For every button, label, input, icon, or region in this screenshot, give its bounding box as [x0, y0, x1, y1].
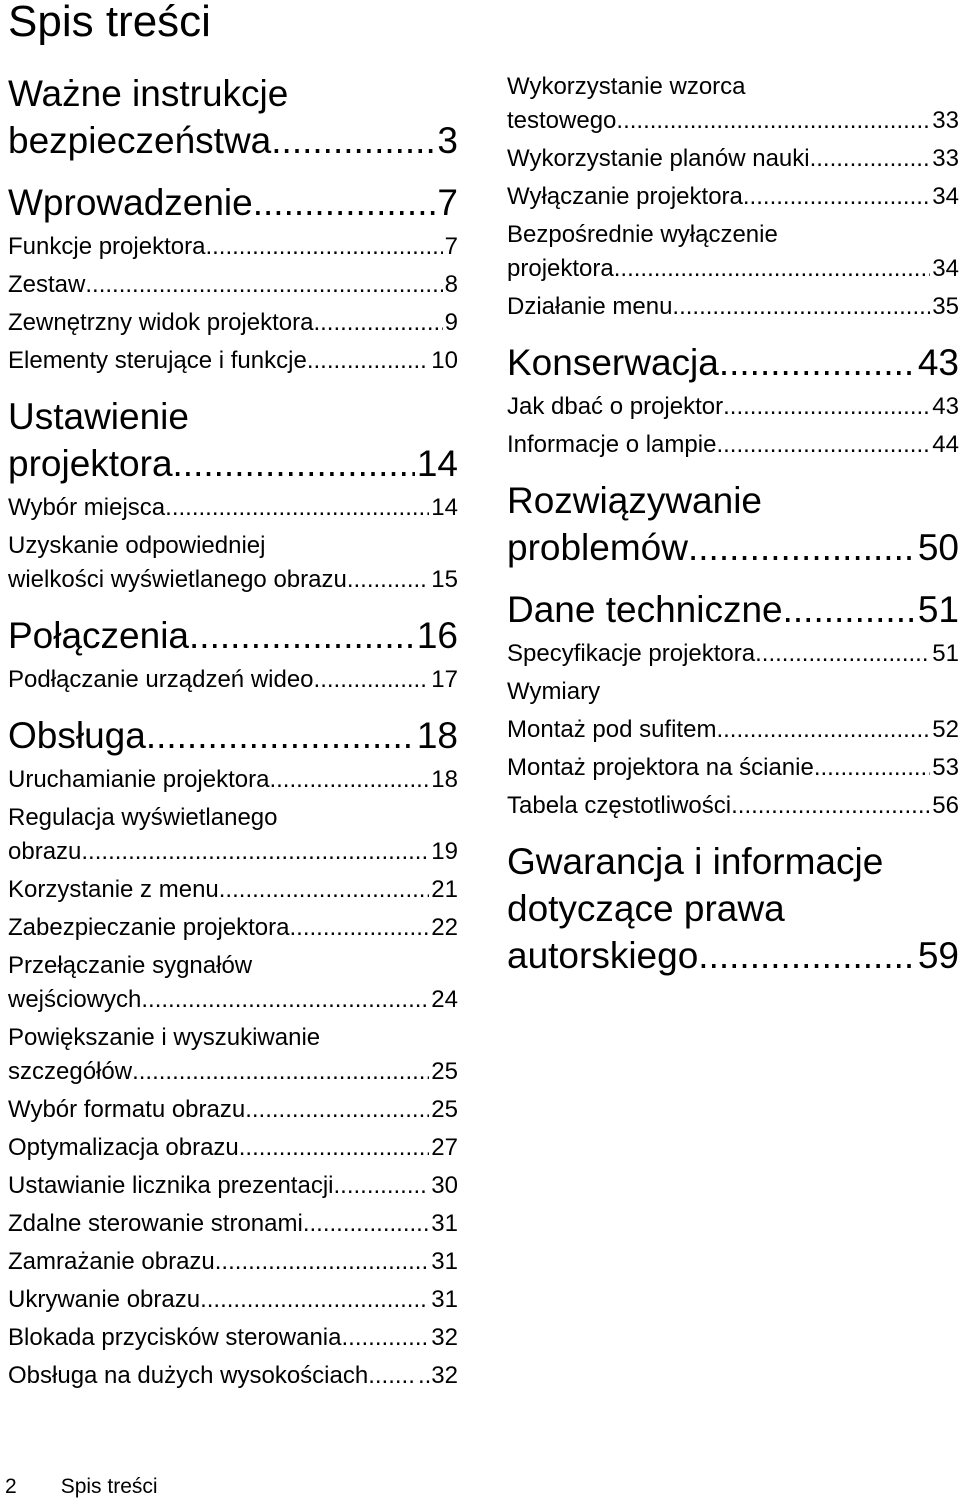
- toc-entry-line: [8, 1169, 458, 1203]
- toc-entry-title: Obsługa na dużych wysokościach: [8, 1362, 369, 1389]
- toc-entry-title: szczegółów: [8, 1058, 133, 1085]
- toc-dot-leader: [85, 268, 442, 302]
- toc-entry-line: [8, 268, 458, 302]
- toc-page-number: 56: [932, 792, 959, 819]
- toc-entry-line: [8, 763, 458, 797]
- toc-entry-line: [507, 789, 959, 823]
- toc-entry-title: projektora: [8, 443, 173, 484]
- toc-dot-leader: [165, 491, 429, 525]
- toc-subsection-entry[interactable]: [8, 1283, 458, 1317]
- toc-section-entry[interactable]: [507, 477, 959, 571]
- toc-page-number: 43: [917, 342, 959, 383]
- toc-subsection-entry[interactable]: [8, 911, 458, 945]
- toc-dot-leader: [672, 290, 930, 324]
- toc-dot-leader: [698, 932, 916, 979]
- toc-entry-line: [507, 290, 959, 324]
- toc-dot-leader: [314, 663, 430, 697]
- toc-entry-line: [8, 835, 458, 869]
- toc-dot-leader: [146, 712, 415, 759]
- toc-entry-title: Gwarancja i informacje: [507, 841, 884, 882]
- toc-subsection-entry[interactable]: [8, 801, 458, 869]
- toc-page-number: 33: [932, 145, 959, 172]
- toc-entry-title: Rozwiązywanie: [507, 480, 762, 521]
- toc-entry-title: Ustawienie: [8, 396, 189, 437]
- toc-subsection-entry[interactable]: [507, 789, 959, 823]
- toc-subsection-entry[interactable]: [8, 1359, 458, 1393]
- toc-page-number: 7: [444, 233, 458, 260]
- toc-entry-title: Jak dbać o projektor: [507, 393, 724, 420]
- toc-left-column: [8, 70, 458, 1393]
- toc-entry-title: Specyfikacje projektora: [507, 640, 756, 667]
- toc-subsection-entry[interactable]: [507, 142, 959, 176]
- toc-entry-line: [8, 873, 458, 907]
- toc-dot-leader: [688, 524, 916, 571]
- toc-page-number: 51: [917, 589, 959, 630]
- toc-subsection-entry[interactable]: [8, 1169, 458, 1203]
- toc-entry-title: Wybór formatu obrazu: [8, 1096, 246, 1123]
- toc-entry-line: [8, 1093, 458, 1127]
- toc-subsection-entry[interactable]: [507, 180, 959, 214]
- toc-subsection-entry[interactable]: [8, 873, 458, 907]
- toc-entry-line: [8, 801, 458, 835]
- toc-dot-leader: [219, 873, 430, 907]
- toc-section-entry[interactable]: [507, 339, 959, 386]
- toc-dot-leader: [814, 751, 930, 785]
- toc-entry-title: Wybór miejsca: [8, 494, 166, 521]
- toc-page-number: 59: [917, 935, 959, 976]
- toc-entry-title: Ważne instrukcje: [8, 73, 289, 114]
- toc-page-number: 3: [437, 120, 458, 161]
- toc-dot-leader: [269, 763, 429, 797]
- toc-entry-title: Zewnętrzny widok projektora: [8, 309, 314, 336]
- toc-entry-line: [8, 663, 458, 697]
- toc-entry-line: [8, 1021, 458, 1055]
- toc-entry-line: [8, 393, 458, 440]
- toc-entry-line: [507, 751, 959, 785]
- toc-subsection-entry[interactable]: [8, 949, 458, 1017]
- toc-entry-line: [8, 306, 458, 340]
- toc-entry-title: Zabezpieczanie projektora: [8, 914, 290, 941]
- toc-entry-line: [8, 949, 458, 983]
- toc-entry-title: wejściowych: [8, 986, 142, 1013]
- toc-entry-line: [507, 838, 959, 885]
- toc-page-number: 35: [932, 293, 959, 320]
- toc-entry-line: [507, 428, 959, 462]
- toc-entry-line: [507, 180, 959, 214]
- toc-subsection-entry[interactable]: [507, 713, 959, 747]
- toc-dot-leader: [368, 1359, 416, 1393]
- toc-entry-title: Montaż projektora na ścianie: [507, 754, 814, 781]
- toc-entry-line: [8, 1055, 458, 1089]
- toc-entry-line: [8, 1245, 458, 1279]
- toc-page-number: 16: [416, 615, 458, 656]
- toc-entry-title: Dane techniczne: [507, 589, 783, 630]
- toc-entry-line: [507, 252, 959, 286]
- toc-page-number: 18: [431, 766, 458, 793]
- toc-entry-title: problemów: [507, 527, 688, 568]
- toc-entry-line: [8, 1131, 458, 1165]
- toc-entry-title: dotyczące prawa: [507, 888, 785, 929]
- toc-section-entry[interactable]: [8, 70, 458, 164]
- toc-page-number: 19: [431, 838, 458, 865]
- toc-entry-title: Zestaw: [8, 271, 86, 298]
- toc-entry-title: Montaż pod sufitem: [507, 716, 717, 743]
- toc-entry-title: testowego: [507, 107, 617, 134]
- toc-page-number: 21: [431, 876, 458, 903]
- toc-entry-line: [8, 1283, 458, 1317]
- toc-dot-leader: [810, 142, 931, 176]
- toc-entry-title: Uruchamianie projektora: [8, 766, 270, 793]
- toc-subsection-entry[interactable]: [8, 344, 458, 378]
- toc-entry-title: autorskiego: [507, 935, 699, 976]
- toc-entry-title: Powiększanie i wyszukiwanie: [8, 1024, 321, 1051]
- toc-entry-line: [507, 885, 959, 932]
- toc-page-number: 22: [431, 914, 458, 941]
- toc-entry-title: Zamrażanie obrazu: [8, 1248, 215, 1275]
- toc-page-number: 50: [917, 527, 959, 568]
- toc-entry-title: projektora: [507, 255, 614, 282]
- toc-entry-line: [507, 932, 959, 979]
- footer-page-number: 2: [5, 1475, 17, 1498]
- toc-entry-title: Zdalne sterowanie stronami: [8, 1210, 303, 1237]
- toc-entry-line: [507, 339, 959, 386]
- toc-entry-line: [8, 440, 458, 487]
- toc-entry-title: Przełączanie sygnałów: [8, 952, 253, 979]
- toc-entry-title: Informacje o lampie: [507, 431, 717, 458]
- toc-page-number: 53: [932, 754, 959, 781]
- toc-page-number: 43: [932, 393, 959, 420]
- toc-entry-line: [8, 70, 458, 117]
- toc-subsection-entry[interactable]: [507, 70, 959, 138]
- toc-dot-leader: [271, 117, 435, 164]
- toc-dot-leader: [205, 230, 442, 264]
- toc-page-number: 9: [444, 309, 458, 336]
- toc-dot-leader: [341, 1321, 429, 1355]
- toc-subsection-entry[interactable]: [507, 675, 959, 709]
- toc-page-number: 14: [416, 443, 458, 484]
- toc-entry-title: Wprowadzenie: [8, 182, 253, 223]
- toc-dot-leader: [723, 390, 930, 424]
- toc-subsection-entry[interactable]: [8, 1321, 458, 1355]
- toc-entry-title: Połączenia: [8, 615, 190, 656]
- toc-subsection-entry[interactable]: [8, 663, 458, 697]
- toc-subsection-entry[interactable]: [8, 230, 458, 264]
- toc-entry-line: [507, 477, 959, 524]
- toc-section-entry[interactable]: [8, 612, 458, 659]
- footer-section-title: Spis treści: [60, 1475, 158, 1498]
- toc-dot-leader: [755, 637, 930, 671]
- toc-dot-leader: [200, 1283, 429, 1317]
- toc-dot-leader: [743, 180, 930, 214]
- toc-page-number: 14: [431, 494, 458, 521]
- toc-entry-line: [507, 390, 959, 424]
- toc-entry-title: Wykorzystanie wzorca: [507, 73, 746, 100]
- toc-entry-line: [507, 70, 959, 104]
- toc-subsection-entry[interactable]: [8, 306, 458, 340]
- toc-page-number: 18: [416, 715, 458, 756]
- toc-entry-line: [507, 637, 959, 671]
- toc-dot-leader: [141, 983, 429, 1017]
- toc-section-entry[interactable]: [8, 179, 458, 226]
- toc-entry-title: Działanie menu: [507, 293, 673, 320]
- toc-page-number: 7: [437, 182, 458, 223]
- toc-dot-leader: [81, 835, 429, 869]
- toc-entry-title: obrazu: [8, 838, 82, 865]
- toc-entry-title: Konserwacja: [507, 342, 719, 383]
- toc-section-entry[interactable]: [8, 712, 458, 759]
- toc-entry-line: [507, 524, 959, 571]
- toc-dot-leader: [253, 179, 436, 226]
- toc-entry-title: Ustawianie licznika prezentacji: [8, 1172, 334, 1199]
- toc-subsection-entry[interactable]: [8, 1131, 458, 1165]
- toc-section-entry[interactable]: [8, 393, 458, 487]
- toc-page-number: 31: [431, 1286, 458, 1313]
- toc-dot-leader: [716, 428, 930, 462]
- toc-dot-leader: [132, 1055, 429, 1089]
- toc-section-entry[interactable]: [507, 586, 959, 633]
- toc-page-number: 30: [431, 1172, 458, 1199]
- toc-subsection-entry[interactable]: [507, 218, 959, 286]
- toc-page-number: 51: [932, 640, 959, 667]
- toc-entry-line: [507, 218, 959, 252]
- toc-page-number: 33: [932, 107, 959, 134]
- toc-entry-line: [8, 712, 458, 759]
- toc-page-number: 52: [932, 716, 959, 743]
- toc-subsection-entry[interactable]: [8, 1207, 458, 1241]
- toc-entry-title: Uzyskanie odpowiedniej: [8, 532, 266, 559]
- toc-subsection-entry[interactable]: [8, 1245, 458, 1279]
- toc-entry-title: Wymiary: [507, 678, 601, 705]
- toc-page-number: 32: [431, 1324, 458, 1351]
- toc-entry-line: [507, 104, 959, 138]
- toc-subsection-entry[interactable]: [8, 1021, 458, 1089]
- toc-entry-title: Blokada przycisków sterowania: [8, 1324, 342, 1351]
- page-title: Spis treści: [8, 0, 211, 46]
- toc-dot-leader: [239, 1131, 430, 1165]
- toc-subsection-entry[interactable]: [8, 1093, 458, 1127]
- page-footer: [5, 1473, 158, 1501]
- toc-dot-leader: [215, 1245, 430, 1279]
- toc-entry-title: Elementy sterujące i funkcje: [8, 347, 307, 374]
- toc-entry-line: [8, 911, 458, 945]
- toc-dot-leader: [614, 252, 931, 286]
- toc-entry-title: Wykorzystanie planów nauki: [507, 145, 810, 172]
- toc-entry-line: [8, 179, 458, 226]
- toc-entry-title: Podłączanie urządzeń wideo: [8, 666, 314, 693]
- toc-dot-leader: [313, 306, 442, 340]
- toc-page-number: 25: [431, 1096, 458, 1123]
- toc-entry-line: [507, 713, 959, 747]
- toc-entry-title: Regulacja wyświetlanego: [8, 804, 278, 831]
- toc-dot-leader: [245, 1093, 429, 1127]
- toc-subsection-entry[interactable]: [8, 529, 458, 597]
- toc-subsection-entry[interactable]: [507, 428, 959, 462]
- toc-entry-line: [8, 344, 458, 378]
- toc-entry-title: wielkości wyświetlanego obrazu: [8, 566, 347, 593]
- toc-entry-line: [8, 117, 458, 164]
- toc-entry-line: [507, 142, 959, 176]
- toc-page-number: 8: [444, 271, 458, 298]
- toc-entry-line: [8, 563, 458, 597]
- toc-page-number: 24: [431, 986, 458, 1013]
- toc-entry-line: [8, 1321, 458, 1355]
- toc-entry-line: [8, 230, 458, 264]
- toc-page-number: 34: [932, 183, 959, 210]
- toc-entry-line: [507, 675, 959, 709]
- toc-dot-leader: [731, 789, 930, 823]
- toc-dot-leader: [347, 563, 429, 597]
- toc-page-number: 44: [932, 431, 959, 458]
- toc-entry-title: Obsługa: [8, 715, 146, 756]
- toc-dot-leader: [616, 104, 930, 138]
- toc-entry-title: Funkcje projektora: [8, 233, 206, 260]
- toc-subsection-entry[interactable]: [8, 491, 458, 525]
- toc-subsection-entry[interactable]: [507, 637, 959, 671]
- toc-subsection-entry[interactable]: [8, 268, 458, 302]
- toc-dot-leader: [173, 440, 415, 487]
- toc-subsection-entry[interactable]: [507, 290, 959, 324]
- toc-page-number: ..32: [417, 1362, 458, 1389]
- toc-entry-title: bezpieczeństwa: [8, 120, 272, 161]
- toc-page-number: 27: [431, 1134, 458, 1161]
- toc-entry-line: [507, 586, 959, 633]
- toc-entry-line: [8, 491, 458, 525]
- toc-page-number: 10: [431, 347, 458, 374]
- toc-dot-leader: [716, 713, 930, 747]
- toc-dot-leader: [719, 339, 916, 386]
- toc-section-entry[interactable]: [507, 838, 959, 979]
- toc-page-number: 31: [431, 1210, 458, 1237]
- toc-entry-title: Optymalizacja obrazu: [8, 1134, 239, 1161]
- toc-entry-title: Wyłączanie projektora: [507, 183, 743, 210]
- toc-entry-line: [8, 612, 458, 659]
- toc-entry-title: Korzystanie z menu: [8, 876, 219, 903]
- toc-dot-leader: [307, 344, 429, 378]
- toc-dot-leader: [290, 911, 430, 945]
- toc-subsection-entry[interactable]: [507, 751, 959, 785]
- toc-subsection-entry[interactable]: [507, 390, 959, 424]
- toc-page-number: 25: [431, 1058, 458, 1085]
- toc-page-number: 17: [431, 666, 458, 693]
- toc-entry-title: Bezpośrednie wyłączenie: [507, 221, 778, 248]
- toc-subsection-entry[interactable]: [8, 763, 458, 797]
- toc-page-number: 31: [431, 1248, 458, 1275]
- toc-dot-leader: [303, 1207, 429, 1241]
- toc-right-column: [507, 70, 959, 979]
- toc-page-number: 34: [932, 255, 959, 282]
- toc-entry-line: [8, 529, 458, 563]
- toc-dot-leader: [783, 586, 916, 633]
- toc-entry-line: [8, 983, 458, 1017]
- toc-dot-leader: [189, 612, 415, 659]
- toc-entry-line: [8, 1359, 458, 1393]
- toc-entry-line: [8, 1207, 458, 1241]
- toc-page-number: 15: [431, 566, 458, 593]
- toc-dot-leader: [333, 1169, 429, 1203]
- toc-entry-title: Tabela częstotliwości: [507, 792, 732, 819]
- toc-entry-title: Ukrywanie obrazu: [8, 1286, 201, 1313]
